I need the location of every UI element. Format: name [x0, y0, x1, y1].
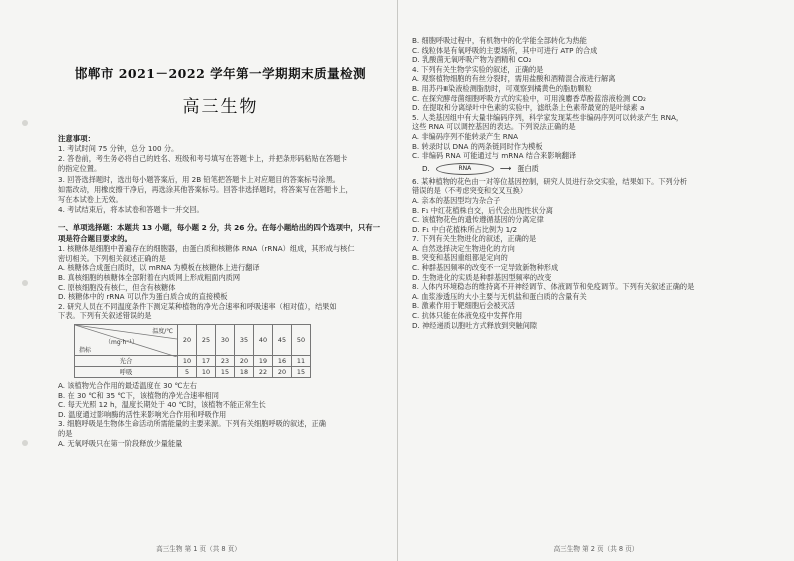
- question-line: 4. 下列有关生物学实验的叙述，正确的是: [412, 64, 544, 74]
- notice-line: 2. 答卷前，考生务必将自己的姓名、班级和考号填写在答题卡上，并把条形码粘贴在答题卡: [58, 154, 348, 164]
- option-a: A. 该植物光合作用的最适温度在 30 ℃左右: [58, 380, 197, 390]
- table-cell: 5: [178, 366, 197, 377]
- notice-line: 1. 考试时间 75 分钟，总分 100 分。: [58, 144, 179, 153]
- option-a: A. 无氧呼吸只在第一阶段释放少量能量: [58, 438, 183, 448]
- option-b: B. 激素作用于靶细胞后会被灭活: [412, 301, 515, 311]
- table-col-header: 30: [216, 324, 235, 355]
- table-corner-header: [75, 324, 178, 355]
- option-a: A. 血浆渗透压的大小主要与无机盐和蛋白质的含量有关: [412, 291, 587, 301]
- table-row: [75, 355, 311, 366]
- table-cell: 20: [273, 366, 292, 377]
- option-b: B. 转录时以 DNA 的两条链同时作为模板: [412, 141, 543, 151]
- flow-option-label: D.: [422, 164, 430, 174]
- row-label: 光合: [75, 355, 178, 366]
- question-2: [58, 302, 383, 420]
- table-cell: 20: [235, 355, 254, 366]
- question-line: 2. 研究人员在不同温度条件下测定某种植物的净光合速率和呼吸速率（相对值），结果如: [58, 301, 337, 311]
- option-d: D. 神经递质以胞吐方式释放到突触间隙: [412, 320, 538, 330]
- question-6: [412, 177, 780, 235]
- option-c: C. 在探究酵母菌细胞呼吸方式的实验中，可用溴麝香草酚蓝溶液检测 CO₂: [412, 93, 646, 103]
- option-b: B. 细胞呼吸过程中，有机物中的化学能全部转化为热能: [412, 36, 587, 45]
- question-3-continued: [412, 36, 780, 65]
- table-col-header: 35: [235, 324, 254, 355]
- table-cell: 15: [216, 366, 235, 377]
- question-line: 下表。下列有关叙述错误的是: [58, 311, 152, 321]
- question-line: 7. 下列有关生物进化的叙述，正确的是: [412, 234, 537, 244]
- table-col-header: 50: [292, 324, 311, 355]
- question-line: 1. 核糖体是细胞中普遍存在的细胞器，由蛋白质和核糖体 RNA（rRNA）组成，其形成与核仁: [58, 244, 355, 254]
- question-line: 这些 RNA 可以调控基因的表达。下列说法正确的是: [412, 122, 576, 132]
- option-d: D. 乳酸菌无氧呼吸产物为酒精和 CO₂: [412, 55, 532, 65]
- table-cell: 15: [292, 366, 311, 377]
- question-3: [58, 419, 383, 448]
- page-footer-left: 高三生物 第 1 页（共 8 页）: [156, 545, 241, 553]
- option-c: C. 每天光照 12 h，温度长期处于 40 ℃时，该植物不能正常生长: [58, 400, 266, 410]
- table-cell: 19: [254, 355, 273, 366]
- subject-title: 高三生物: [182, 97, 259, 117]
- table-col-header: 20: [178, 324, 197, 355]
- option-a: A. 核糖体合成蛋白质时，以 mRNA 为模板在核糖体上进行翻译: [58, 263, 260, 273]
- flow-target: 蛋白质: [517, 164, 539, 174]
- option-c: C. 原核细胞没有核仁，但含有核糖体: [58, 282, 176, 292]
- option-b: B. 用苏丹Ⅲ染液检测脂肪时，可观察到橘黄色的脂肪颗粒: [412, 83, 592, 93]
- question-line: 的是: [58, 428, 73, 438]
- option-d: D. 生物进化的实质是种群基因型频率的改变: [412, 272, 552, 282]
- question-7: [412, 234, 780, 282]
- header-temp: 温度/℃: [152, 327, 173, 335]
- table-cell: 16: [273, 355, 292, 366]
- option-c: C. 非编码 RNA 可能通过与 mRNA 结合来影响翻译: [412, 151, 577, 161]
- option-d: D. 在提取和分离绿叶中色素的实验中，滤纸条上色素带最宽的是叶绿素 a: [412, 103, 645, 113]
- right-arrow-icon: ⟶: [499, 164, 512, 174]
- option-b: B. 突变和基因重组都是定向的: [412, 253, 508, 263]
- option-b: B. 真核细胞的核糖体全部附着在内质网上形成粗面内质网: [58, 273, 241, 283]
- table-cell: 10: [178, 355, 197, 366]
- notice-heading: 注意事项：: [58, 134, 95, 143]
- question-line: 8. 人体内环境稳态的维持离不开神经调节、体液调节和免疫调节。下列有关叙述正确的是: [412, 282, 695, 292]
- data-table: [74, 324, 311, 378]
- option-c: C. 该植物花色的遗传遵循基因的分离定律: [412, 215, 544, 225]
- table-col-header: 45: [273, 324, 292, 355]
- notice-line: 3. 回答选择题时，选出每小题答案后，用 2B 铅笔把答题卡上对应题目的答案标号涂黑。: [58, 174, 340, 184]
- question-5: [412, 113, 780, 175]
- notice-line: 写在本试卷上无效。: [58, 195, 123, 205]
- rna-ellipse: RNA: [436, 163, 494, 175]
- table-row: [75, 366, 311, 377]
- notice-line: 4. 考试结束后，将本试卷和答题卡一并交回。: [58, 205, 204, 215]
- notice-line: 的指定位置。: [58, 164, 102, 174]
- section-heading-cont: 项是符合题目要求的。: [58, 233, 132, 243]
- option-d: D. F₁ 中白花植株所占比例为 1/2: [412, 224, 518, 234]
- row-label: 呼吸: [75, 366, 178, 377]
- option-c: C. 抗体只能在体液免疫中发挥作用: [412, 311, 523, 321]
- option-a: A. 观察植物细胞的有丝分裂时，需用盐酸和酒精混合液进行解离: [412, 74, 616, 84]
- table-cell: 23: [216, 355, 235, 366]
- option-a: A. 亲本的基因型均为杂合子: [412, 195, 501, 205]
- option-b: B. F₁ 中红花植株自交，后代会出现性状分离: [412, 205, 553, 215]
- flow-diagram: [422, 163, 780, 175]
- table-cell: 22: [254, 366, 273, 377]
- table-cell: 17: [197, 355, 216, 366]
- table-col-header: 40: [254, 324, 273, 355]
- question-1: [58, 244, 383, 302]
- question-line: 3. 细胞呼吸是生物体生命活动所需能量的主要来源。下列有关细胞呼吸的叙述，正确: [58, 419, 326, 429]
- page-footer-right: 高三生物 第 2 页（共 8 页）: [553, 545, 639, 553]
- header-unit: （mg·h⁻¹）: [105, 338, 138, 346]
- table-col-header: 25: [197, 324, 216, 355]
- exam-title: 邯郸市 2021－2022 学年第一学期期末质量检测: [74, 66, 367, 81]
- question-line: 错误的是（不考虑突变和交叉互换）: [412, 186, 528, 196]
- option-d: D. 温度通过影响酶的活性来影响光合作用和呼吸作用: [58, 409, 227, 419]
- notice-line: 如需改动，用橡皮擦干净后，再选涂其他答案标号。回答非选择题时，将答案写在答题卡上，: [58, 184, 353, 194]
- option-c: C. 线粒体是有氧呼吸的主要场所，其中可进行 ATP 的合成: [412, 45, 598, 55]
- table-cell: 10: [197, 366, 216, 377]
- table-cell: 11: [292, 355, 311, 366]
- notice-block: [58, 144, 383, 215]
- option-a: A. 自然选择决定生物进化的方向: [412, 243, 515, 253]
- option-c: C. 种群基因频率的改变不一定导致新物种形成: [412, 263, 559, 273]
- question-line: 密切相关。下列相关叙述正确的是: [58, 253, 166, 263]
- section-heading: 一、单项选择题：本题共 13 小题，每小题 2 分，共 26 分。在每小题给出的四个选项中，只有一: [58, 223, 380, 233]
- table-cell: 18: [235, 366, 254, 377]
- option-d: D. 核糖体中的 rRNA 可以作为蛋白质合成的直接模板: [58, 292, 228, 302]
- question-line: 6. 某种植物的花色由一对等位基因控制，研究人员进行杂交实验，结果如下。下列分析: [412, 176, 688, 186]
- question-line: 5. 人类基因组中有大量非编码序列，科学家发现某些非编码序列可以转录产生 RNA，: [412, 112, 684, 122]
- question-4: [412, 65, 780, 113]
- question-8: [412, 282, 780, 330]
- option-a: A. 非编码序列不能转录产生 RNA: [412, 131, 518, 141]
- option-b: B. 在 30 ℃和 35 ℃下，该植物的净光合速率相同: [58, 390, 219, 400]
- right-page: [397, 0, 794, 561]
- header-index: 指标: [79, 346, 92, 354]
